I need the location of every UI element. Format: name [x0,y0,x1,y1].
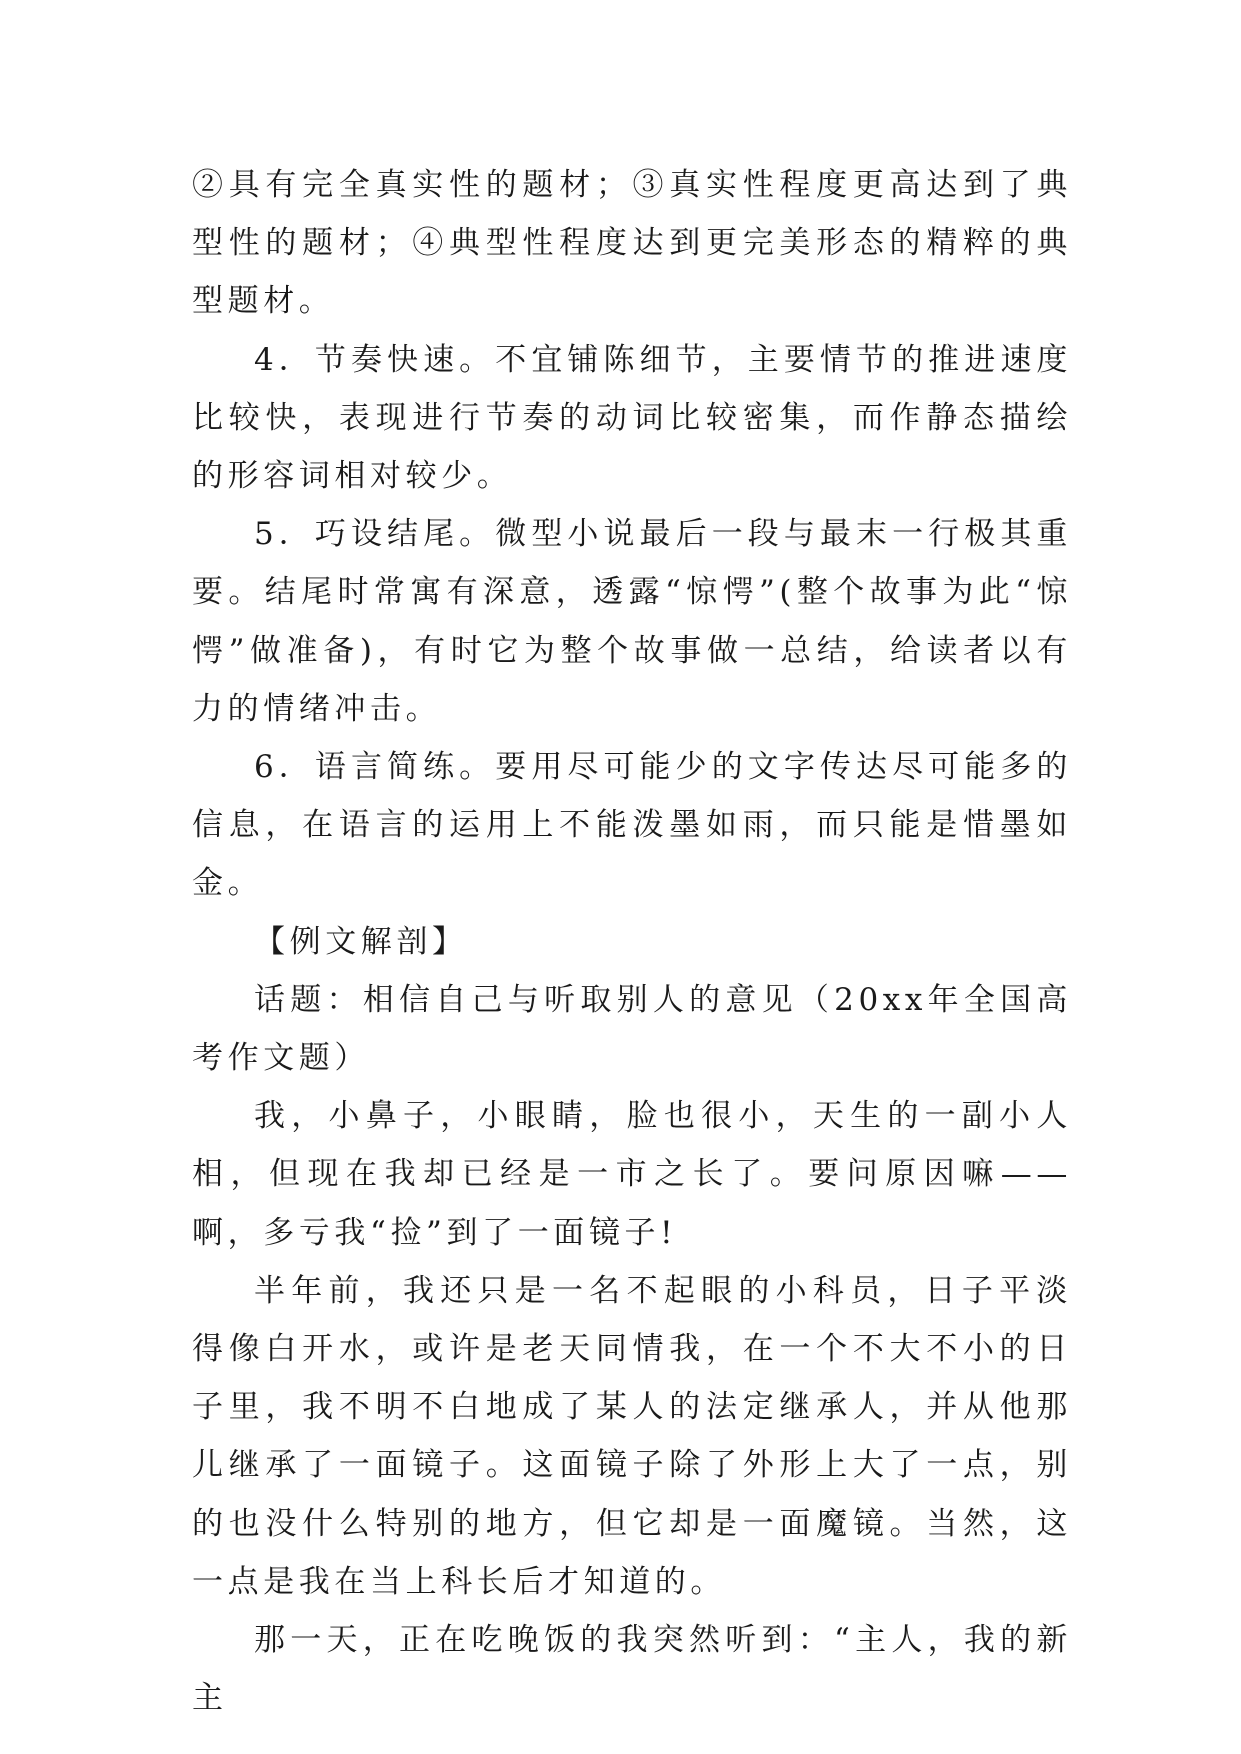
paragraph-point-4-rhythm: 4．节奏快速。不宜铺陈细节，主要情节的推进速度比较快，表现进行节奏的动词比较密集，而作静态描绘的形容词相对较少。 [192,341,1072,495]
paragraph-point-5-ending: 5．巧设结尾。微型小说最后一段与最末一行极其重要。结尾时常寓有深意，透露“惊愕”(整个故事为此“惊愕”做准备)，有时它为整个故事做一总结，给读者以有力的情绪冲击。 [192,516,1072,727]
paragraph-story-evening: 那一天，正在吃晚饭的我突然听到：“主人，我的新主 [192,1622,1072,1717]
paragraph-topic: 话题：相信自己与听取别人的意见（20xx年全国高考作文题） [192,981,1072,1077]
section-heading-example: 【例文解剖】 [254,923,468,960]
paragraph-story-intro: 我，小鼻子，小眼睛，脸也很小，天生的一副小人相，但现在我却已经是一市之长了。要问原因嘛——啊，多亏我“捡”到了一面镜子! [192,1098,1072,1251]
paragraph-topic-types: ②具有完全真实性的题材；③真实性程度更高达到了典型性的题材；④典型性程度达到更完美形态的精粹的典型题材。 [192,167,1072,320]
body-text [192,156,1072,1727]
paragraph-story-mirror: 半年前，我还只是一名不起眼的小科员，日子平淡得像白开水，或许是老天同情我，在一个不大不小的日子里，我不明不白地成了某人的法定继承人，并从他那儿继承了一面镜子。这面镜子除了外形上大了一点，别的也没什么特别的地方，但它却是一面魔镜。当然，这一点是我在当上科长后才知道的。 [192,1272,1072,1600]
paragraph-point-6-language: 6．语言简练。要用尽可能少的文字传达尽可能多的信息，在语言的运用上不能泼墨如雨，而只能是惜墨如金。 [192,749,1072,902]
